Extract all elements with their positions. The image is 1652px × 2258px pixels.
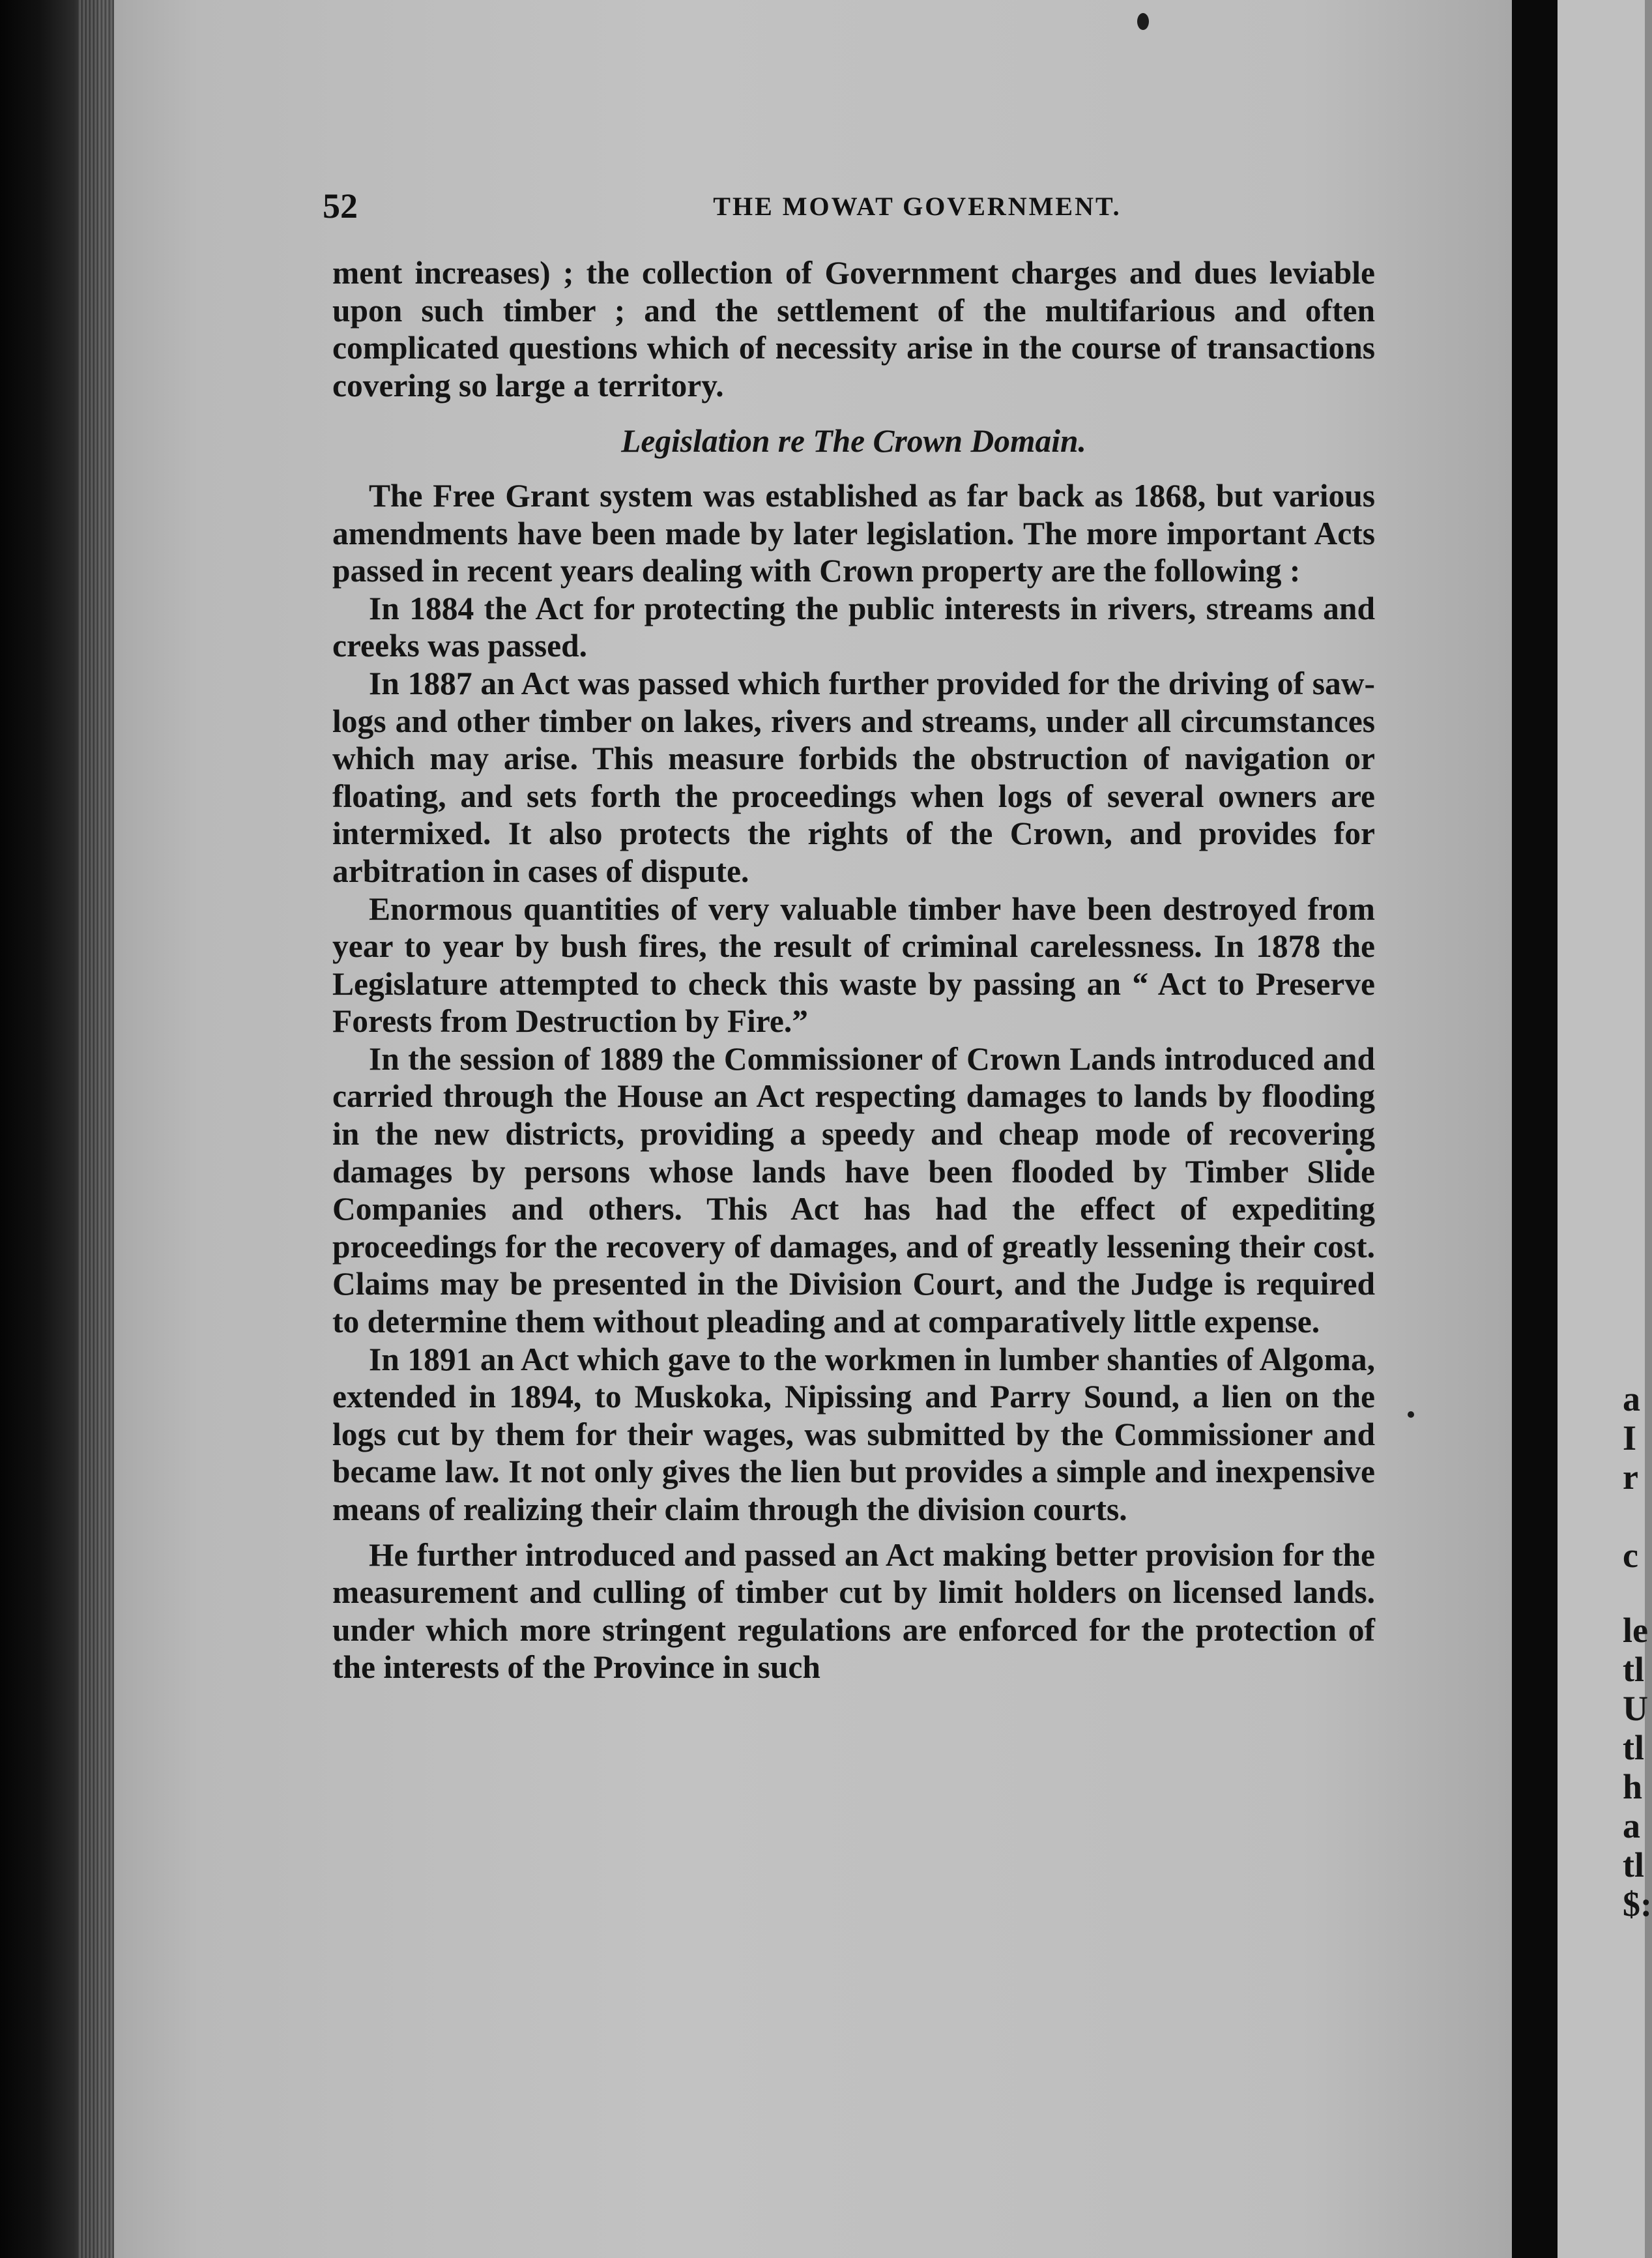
next-page-fragment: tl xyxy=(1623,1650,1644,1689)
paragraph: Enormous quantities of very valuable timber have been destroyed from year to year by bush fires, the result of criminal carelessness. In 1878 the Legislature attempted to check this waste by passing an “ Act to Preserve Forests from Destruction by Fire.” xyxy=(332,890,1375,1040)
paragraph: He further introduced and passed an Act making better provision for the measurement and culling of timber cut by limit holders on licensed lands. under which more stringent regulations are enforced for the protection of the interests of the Province in such xyxy=(332,1536,1375,1686)
next-page-fragment: a xyxy=(1623,1806,1640,1845)
next-page-edge xyxy=(1558,0,1652,2258)
page-header xyxy=(323,186,1382,231)
paragraph: In 1887 an Act was passed which further provided for the driving of saw-logs and other timber on lakes, rivers and streams, under all circumstances which may arise. This measure forbids the obstruction of navigation or floating, and sets forth the proceedings when logs of several owners are intermixed. It also protects the rights of the Crown, and provides for arbitration in cases of dispute. xyxy=(332,665,1375,889)
next-page-fragment: r xyxy=(1623,1458,1638,1497)
scan-speck xyxy=(1408,1411,1414,1418)
page-edges xyxy=(78,0,117,2258)
next-page-fragment: U xyxy=(1623,1689,1648,1728)
next-page-fragment: h xyxy=(1623,1767,1643,1806)
next-page-fragment: tl xyxy=(1623,1728,1644,1767)
section-heading: Legislation re The Crown Domain. xyxy=(621,423,1086,460)
next-page-fragment: $: xyxy=(1623,1884,1652,1924)
paragraph: The Free Grant system was established as far back as 1868, but various amendments have been made by later legislation. The more important Acts passed in recent years dealing with Crown property are the following : xyxy=(332,477,1375,589)
scan-speck xyxy=(1137,13,1149,30)
next-page-fragment: a xyxy=(1623,1379,1640,1418)
next-page-fragment: le xyxy=(1623,1611,1648,1650)
next-page-fragment: c xyxy=(1623,1536,1638,1575)
running-head: THE MOWAT GOVERNMENT. xyxy=(713,192,1122,221)
paragraph: In the session of 1889 the Commissioner of Crown Lands introduced and carried through the House an Act respecting damages to lands by flooding in the new districts, providing a speedy and cheap mode of recovering damages by persons whose lands have been flooded by Timber Slide Companies and others. This Act has had the effect of expediting proceedings for the recovery of damages, and of greatly lessening their cost. Claims may be presented in the Division Court, and the Judge is required to determine them without pleading and at comparatively little expense. xyxy=(332,1040,1375,1340)
page-body xyxy=(332,254,1375,1686)
next-page-fragment: I xyxy=(1623,1418,1637,1458)
continuation-paragraph: ment increases) ; the collection of Government charges and dues leviable upon such timber ; and the settlement of the multifarious and often complicated questions which of necessity arise in the course of transactions covering so large a territory. xyxy=(332,255,1375,403)
paragraph: In 1884 the Act for protecting the public interests in rivers, streams and creeks was passed. xyxy=(332,590,1375,664)
page-number: 52 xyxy=(323,186,358,226)
next-page-fragment: tl xyxy=(1623,1845,1644,1884)
paragraph: In 1891 an Act which gave to the workmen in lumber shanties of Algoma, extended in 1894, to Muskoka, Nipissing and Parry Sound, a lien on the logs cut by them for their wages, was submitted by the Commissioner and became law. It not only gives the lien but provides a simple and inexpensive means of realizing their claim through the division courts. xyxy=(332,1341,1375,1527)
